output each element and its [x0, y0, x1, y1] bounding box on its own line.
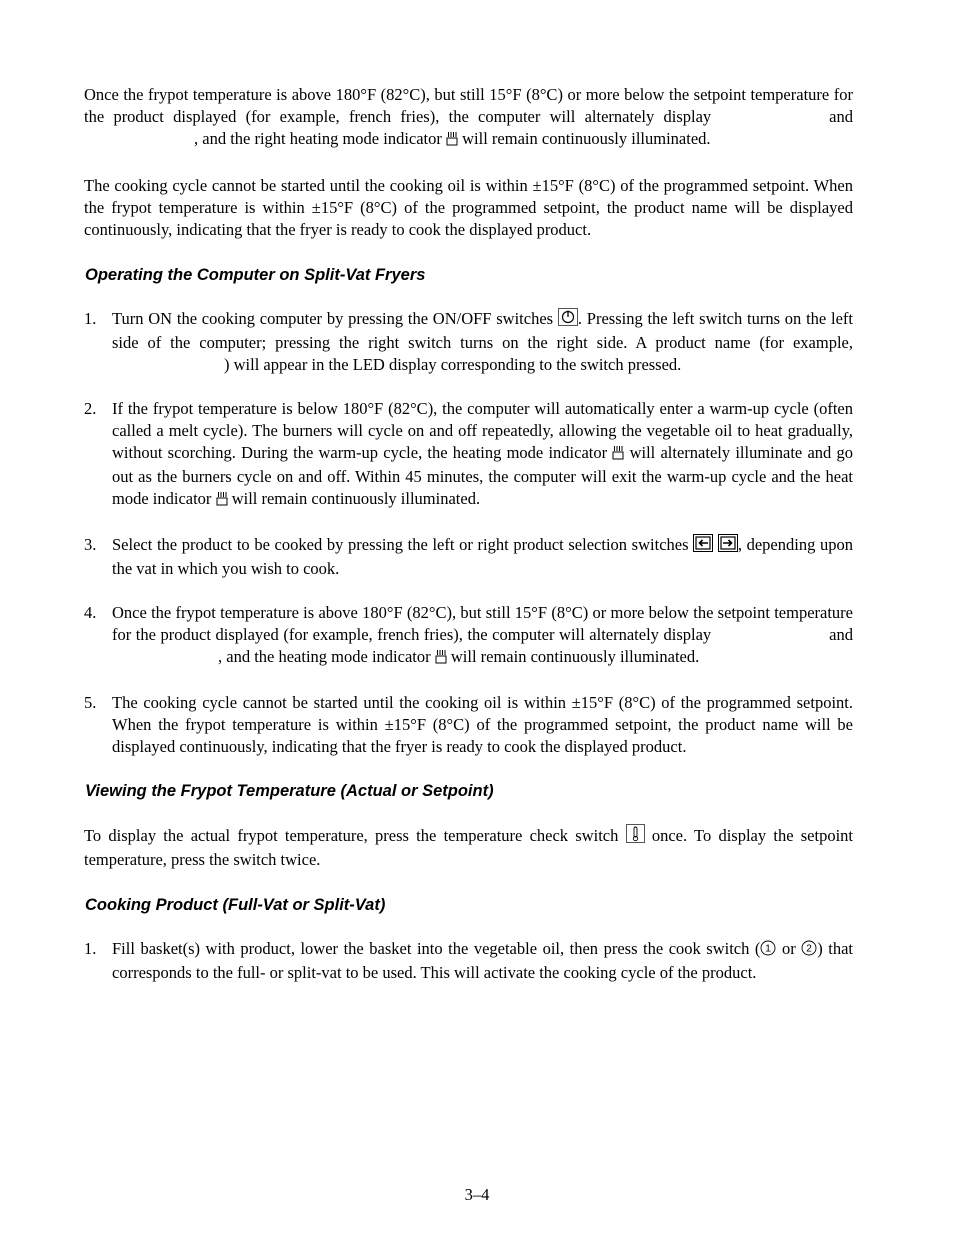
section-heading-cooking-product: Cooking Product (Full-Vat or Split-Vat) [85, 896, 386, 914]
left-product-selection-icon [693, 534, 713, 558]
svg-text:1: 1 [765, 943, 772, 955]
manual-page [84, 84, 853, 1006]
heating-mode-indicator-icon [216, 490, 228, 512]
heating-mode-indicator-icon [612, 444, 624, 466]
list-item: 4. Once the frypot temperature is above 180°F (82°C), but still 15°F (8°C) or more below the setpoint temperature for the product displayed (for example, french fries), the computer will alternately display and, and the heating mode indicator will remain continuously illuminated. [84, 602, 853, 670]
page-number: 3–4 [464, 1185, 490, 1204]
intro-paragraph-2: The cooking cycle cannot be started until the cooking oil is within ±15°F (8°C) of the programmed setpoint. When the frypot temperature is within ±15°F (8°C) of the programmed setpoint, the product name will be displayed continuously, indicating that the fryer is ready to cook the displayed product. [84, 176, 853, 239]
section-heading-split-vat: Operating the Computer on Split-Vat Fryers [85, 266, 426, 284]
section-heading-frypot-temperature: Viewing the Frypot Temperature (Actual or Setpoint) [85, 782, 494, 800]
temperature-paragraph: To display the actual frypot temperature, press the temperature check switch once. To display the setpoint temperature, press the switch twice. [84, 826, 853, 869]
heating-mode-indicator-icon [435, 648, 447, 670]
list-item: 2. If the frypot temperature is below 180°F (82°C), the computer will automatically enter a warm-up cycle (often called a melt cycle). The burners will cycle on and off repeatedly, allowing the vegetable oil to heat gradually, without scorching. During the warm-up cycle, the heating mode indicator will alternately illuminate and go out as the burners cycle on and off. Within 45 minutes, the computer will exit the warm-up cycle and the heat mode indicator will remain continuously illuminated. [84, 398, 853, 512]
on-off-switch-icon [558, 308, 578, 332]
right-product-selection-icon [718, 534, 738, 558]
list-item: 3. Select the product to be cooked by pressing the left or right product selection switches , depending upon the vat in which you wish to cook. [84, 535, 853, 578]
list-item: 5. The cooking cycle cannot be started until the cooking oil is within ±15°F (8°C) of the programmed setpoint. When the frypot temperature is within ±15°F (8°C) of the programmed setpoint, the product name will be displayed continuously, indicating that the fryer is ready to cook the displayed product. [84, 693, 853, 756]
cook-switch-1-icon [760, 940, 776, 962]
list-item: 1. Fill basket(s) with product, lower the basket into the vegetable oil, then press the cook switch ( 1 or 2 ) that corresponds to the full- or split-vat to be used. This will activate the cooking cycle of the product. [84, 939, 854, 982]
svg-text:2: 2 [806, 943, 813, 955]
heating-mode-indicator-icon [446, 130, 458, 152]
cooking-steps [84, 938, 853, 984]
cook-switch-2-icon [801, 940, 817, 962]
split-vat-steps [84, 308, 853, 758]
intro-paragraph-1: Once the frypot temperature is above 180°F (82°C), but still 15°F (8°C) or more below the setpoint temperature for the product displayed (for example, french fries), the computer will alternately display and, and the right heating mode indicator will remain continuously illuminated. [84, 84, 853, 152]
temperature-check-icon [626, 824, 645, 849]
list-item: 1. Turn ON the cooking computer by pressing the ON/OFF switches . Pressing the left switch turns on the left side of the computer; pressing the right switch turns on the right side. A product name (for example,) will appear in the LED display corresponding to the switch pressed. [84, 309, 853, 374]
